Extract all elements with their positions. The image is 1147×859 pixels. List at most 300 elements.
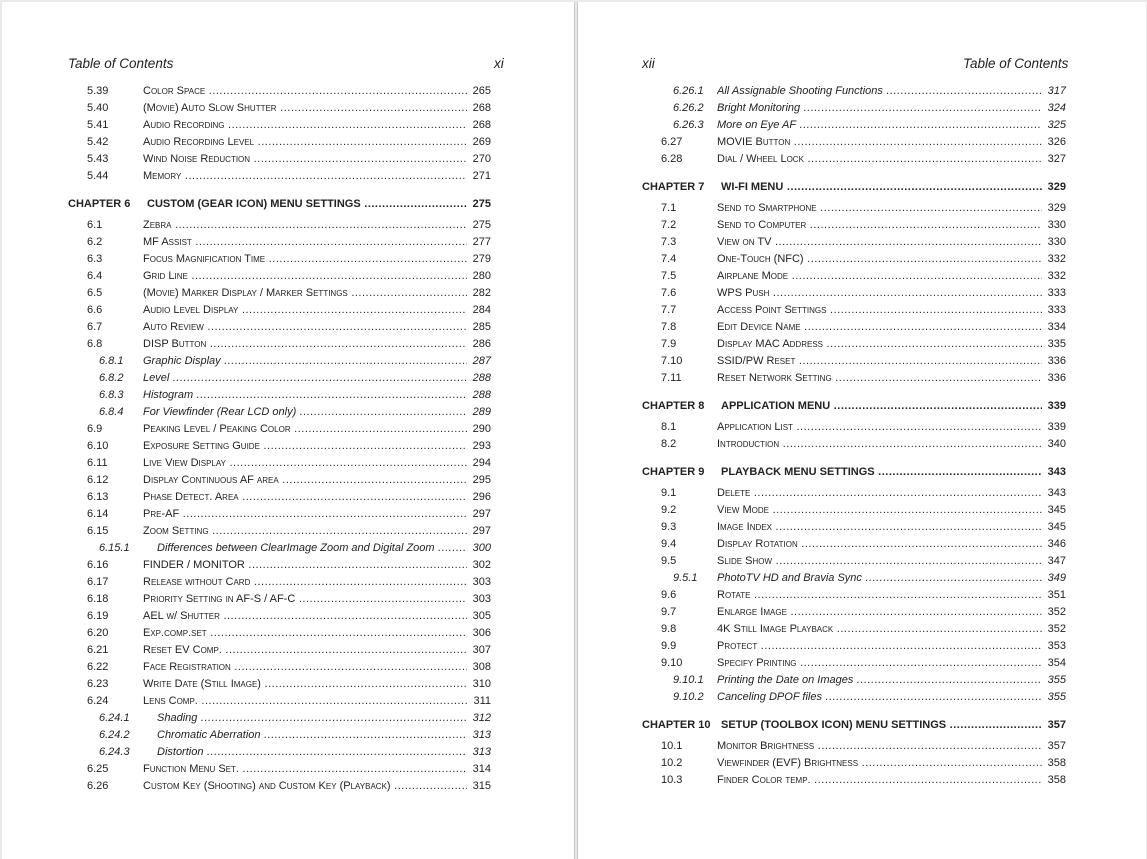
toc-entry-page-number: 288 xyxy=(467,370,491,387)
toc-entry-title-text: Exp.comp.set xyxy=(143,627,207,639)
toc-entry-title xyxy=(143,574,467,591)
toc-entry-number: 7.11 xyxy=(661,372,682,384)
toc-entry-title xyxy=(157,727,467,744)
toc-entry-page-number: 300 xyxy=(467,540,491,557)
toc-entry[interactable] xyxy=(642,553,1066,570)
toc-entry-title xyxy=(143,489,467,506)
toc-entry-title-text: Zoom Setting xyxy=(143,525,209,537)
toc-entry-page-number: 325 xyxy=(1042,117,1066,134)
toc-entry-number: 6.24.2 xyxy=(99,729,130,741)
toc-entry-title xyxy=(717,419,1042,436)
toc-entry-page-number: 315 xyxy=(467,778,491,795)
toc-entry-page-number: 339 xyxy=(1042,419,1066,436)
toc-entry-page-number: 334 xyxy=(1042,319,1066,336)
toc-entry-title-text: Rotate xyxy=(717,589,751,601)
toc-entry-title-text: Color Space xyxy=(143,85,206,97)
toc-entry[interactable] xyxy=(642,755,1066,772)
toc-entry-title-text: Function Menu Set. xyxy=(143,763,239,775)
toc-entry-title-text: More on Eye AF xyxy=(717,119,797,131)
toc-entry-number: 9.9 xyxy=(661,640,677,652)
toc-entry[interactable] xyxy=(68,370,491,387)
toc-entry[interactable] xyxy=(642,319,1066,336)
toc-entry-number: 6.14 xyxy=(87,508,109,520)
toc-entry-page-number: 303 xyxy=(467,591,491,608)
toc-entry-page-number: 326 xyxy=(1042,134,1066,151)
toc-entry[interactable] xyxy=(68,472,491,489)
toc-entry-page-number: 303 xyxy=(467,574,491,591)
toc-entry[interactable] xyxy=(68,319,491,336)
toc-entry[interactable] xyxy=(68,557,491,574)
toc-entry-title xyxy=(717,302,1042,319)
toc-entry-title xyxy=(717,436,1042,453)
toc-entry-title xyxy=(143,370,467,387)
toc-entry-title xyxy=(721,174,1042,200)
toc-entry-title-text: Zebra xyxy=(143,219,172,231)
toc-entry-title xyxy=(143,557,467,574)
toc-entry[interactable] xyxy=(642,151,1066,168)
toc-entry-number: 6.26 xyxy=(87,780,109,792)
toc-entry-title-text: Phase Detect. Area xyxy=(143,491,239,503)
toc-entry-title-text: Application List xyxy=(717,421,793,433)
toc-entry[interactable] xyxy=(68,387,491,404)
toc-entry-page-number: 357 xyxy=(1042,738,1066,755)
toc-entry[interactable] xyxy=(68,727,491,744)
toc-entry-number: 7.6 xyxy=(661,287,677,299)
toc-entry-title xyxy=(143,83,467,100)
toc-entry-title-text: Delete xyxy=(717,487,751,499)
toc-entry-title xyxy=(717,772,1042,789)
toc-entry-title-text: Histogram xyxy=(143,389,194,401)
toc-entry-page-number: 343 xyxy=(1042,485,1066,502)
toc-entry-number: 9.3 xyxy=(661,521,677,533)
toc-chapter-entry[interactable] xyxy=(68,191,491,217)
toc-entry-title-text: Edit Device Name xyxy=(717,321,801,333)
right-header-title: Table of Contents xyxy=(963,56,1069,71)
toc-entry-number: 7.10 xyxy=(661,355,683,367)
toc-entry-title-text: Face Registration xyxy=(143,661,231,673)
toc-entry-number: 6.1 xyxy=(87,219,103,231)
toc-entry[interactable] xyxy=(68,268,491,285)
toc-entry-page-number: 339 xyxy=(1042,393,1066,419)
toc-entry-title-text: Custom Key (Shooting) and Custom Key (Playback) xyxy=(143,780,391,792)
toc-entry-title-text: Enlarge Image xyxy=(717,606,787,618)
toc-entry-title xyxy=(717,234,1042,251)
toc-entry-title-text: Slide Show xyxy=(717,555,773,567)
toc-entry[interactable] xyxy=(68,506,491,523)
toc-entry-number: 6.25 xyxy=(87,763,109,775)
toc-entry-title xyxy=(143,455,467,472)
toc-entry-page-number: 345 xyxy=(1042,519,1066,536)
toc-entry-page-number: 333 xyxy=(1042,285,1066,302)
toc-entry-title xyxy=(717,100,1042,117)
toc-entry-page-number: 306 xyxy=(467,625,491,642)
toc-entry-title-text: Finder Color temp. xyxy=(717,774,811,786)
toc-entry[interactable] xyxy=(68,693,491,710)
toc-entry-number: 9.7 xyxy=(661,606,677,618)
toc-entry-page-number: 311 xyxy=(467,693,491,710)
toc-entry-title-text: Audio Level Display xyxy=(143,304,239,316)
toc-entry-title-text: (Movie) Marker Display / Marker Settings xyxy=(143,287,348,299)
toc-entry[interactable] xyxy=(68,591,491,608)
toc-entry-title xyxy=(717,755,1042,772)
toc-entry-number: CHAPTER 7 xyxy=(642,181,705,193)
toc-entry-number: 6.24.1 xyxy=(99,712,130,724)
toc-entry[interactable] xyxy=(642,234,1066,251)
toc-entry[interactable] xyxy=(642,134,1066,151)
toc-entry-title-text: SSID/PW Reset xyxy=(717,355,796,367)
toc-entry-number: 6.24.3 xyxy=(99,746,130,758)
toc-entry-title xyxy=(157,744,467,761)
toc-entry[interactable] xyxy=(68,404,491,421)
toc-entry[interactable] xyxy=(68,540,491,557)
right-toc-list xyxy=(642,83,1066,789)
toc-entry-page-number: 305 xyxy=(467,608,491,625)
right-page xyxy=(577,2,1146,859)
toc-entry-title-text: Introduction xyxy=(717,438,780,450)
toc-entry-title xyxy=(143,151,467,168)
toc-entry-title xyxy=(143,285,467,302)
toc-entry-title xyxy=(143,761,467,778)
toc-entry-title-text: Differences between ClearImage Zoom and Digital Zoom xyxy=(157,542,435,554)
toc-entry-title xyxy=(143,117,467,134)
toc-entry[interactable] xyxy=(642,485,1066,502)
toc-entry-title-text: MF Assist xyxy=(143,236,192,248)
toc-entry[interactable] xyxy=(642,353,1066,370)
toc-entry-title xyxy=(143,778,467,795)
toc-entry-number: 6.26.2 xyxy=(673,102,704,114)
toc-chapter-entry[interactable] xyxy=(642,459,1066,485)
toc-entry-title xyxy=(717,319,1042,336)
toc-entry[interactable] xyxy=(68,642,491,659)
toc-entry[interactable] xyxy=(68,421,491,438)
toc-chapter-entry[interactable] xyxy=(642,174,1066,200)
toc-entry[interactable] xyxy=(68,353,491,370)
toc-entry-number: CHAPTER 6 xyxy=(68,198,131,210)
toc-entry[interactable] xyxy=(642,370,1066,387)
toc-entry-title-text: Release without Card xyxy=(143,576,251,588)
toc-entry-title xyxy=(717,570,1042,587)
toc-entry-title-text: Airplane Mode xyxy=(717,270,789,282)
toc-entry[interactable] xyxy=(68,523,491,540)
toc-entry-number: 6.3 xyxy=(87,253,103,265)
toc-entry-number: 6.8.1 xyxy=(99,355,124,367)
toc-entry-number: 10.1 xyxy=(661,740,683,752)
toc-entry-title-text: Bright Monitoring xyxy=(717,102,801,114)
toc-entry[interactable] xyxy=(642,285,1066,302)
toc-entry[interactable] xyxy=(642,570,1066,587)
toc-entry-title-text: Audio Recording xyxy=(143,119,225,131)
toc-entry-number: 9.10.1 xyxy=(673,674,704,686)
toc-entry-number: 7.7 xyxy=(661,304,677,316)
toc-entry-title-text: Reset EV Comp. xyxy=(143,644,222,656)
toc-entry-page-number: 275 xyxy=(467,217,491,234)
toc-entry-title-text: AEL w/ Shutter xyxy=(143,610,220,622)
toc-entry[interactable] xyxy=(642,638,1066,655)
toc-entry-number: 9.8 xyxy=(661,623,677,635)
toc-entry[interactable] xyxy=(68,117,491,134)
toc-entry-page-number: 308 xyxy=(467,659,491,676)
toc-entry-page-number: 280 xyxy=(467,268,491,285)
toc-entry-number: 6.8.4 xyxy=(99,406,124,418)
toc-entry-title-text: DISP Button xyxy=(143,338,207,350)
toc-entry-title-text: (Movie) Auto Slow Shutter xyxy=(143,102,277,114)
toc-entry[interactable] xyxy=(642,604,1066,621)
toc-entry-title-text: Send to Smartphone xyxy=(717,202,817,214)
toc-entry-title-text: Wind Noise Reduction xyxy=(143,153,251,165)
toc-entry-page-number: 313 xyxy=(467,744,491,761)
toc-entry[interactable] xyxy=(68,168,491,185)
toc-entry-number: 9.1 xyxy=(661,487,677,499)
toc-entry[interactable] xyxy=(642,436,1066,453)
toc-entry-title xyxy=(717,485,1042,502)
toc-entry-number: 6.13 xyxy=(87,491,109,503)
toc-entry-title-text: 4K Still Image Playback xyxy=(717,623,834,635)
toc-entry-title-text: PhotoTV HD and Bravia Sync xyxy=(717,572,862,584)
toc-entry-title xyxy=(717,621,1042,638)
toc-entry-number: 6.2 xyxy=(87,236,103,248)
toc-entry-title-text: Shading xyxy=(157,712,198,724)
toc-entry[interactable] xyxy=(68,455,491,472)
toc-entry-page-number: 288 xyxy=(467,387,491,404)
toc-entry-number: 6.19 xyxy=(87,610,109,622)
toc-entry-title-text: Canceling DPOF files xyxy=(717,691,822,703)
toc-entry-number: 9.10.2 xyxy=(673,691,704,703)
toc-entry-title xyxy=(721,393,1042,419)
toc-entry-title xyxy=(143,319,467,336)
toc-entry-title xyxy=(143,336,467,353)
toc-entry-page-number: 286 xyxy=(467,336,491,353)
toc-entry-number: 6.27 xyxy=(661,136,683,148)
toc-entry-page-number: 324 xyxy=(1042,100,1066,117)
toc-entry-title xyxy=(143,472,467,489)
toc-entry-number: 6.4 xyxy=(87,270,103,282)
toc-entry-number: 5.40 xyxy=(87,102,109,114)
toc-entry[interactable] xyxy=(68,761,491,778)
toc-entry[interactable] xyxy=(68,438,491,455)
toc-entry-title-text: Peaking Level / Peaking Color xyxy=(143,423,291,435)
toc-entry-page-number: 327 xyxy=(1042,151,1066,168)
toc-entry-title xyxy=(143,676,467,693)
toc-entry[interactable] xyxy=(642,502,1066,519)
toc-entry[interactable] xyxy=(68,83,491,100)
toc-entry[interactable] xyxy=(68,676,491,693)
toc-entry-title xyxy=(143,523,467,540)
toc-entry-title xyxy=(143,404,467,421)
toc-chapter-entry[interactable] xyxy=(642,393,1066,419)
toc-entry[interactable] xyxy=(68,574,491,591)
toc-entry-number: 6.11 xyxy=(87,457,108,469)
toc-entry-page-number: 336 xyxy=(1042,370,1066,387)
toc-entry[interactable] xyxy=(68,100,491,117)
toc-entry-page-number: 336 xyxy=(1042,353,1066,370)
toc-entry[interactable] xyxy=(68,285,491,302)
toc-entry[interactable] xyxy=(68,778,491,795)
left-header-title: Table of Contents xyxy=(68,56,174,71)
toc-entry-number: 5.43 xyxy=(87,153,109,165)
toc-entry-title xyxy=(717,604,1042,621)
toc-entry-page-number: 333 xyxy=(1042,302,1066,319)
toc-entry-title-text: Protect xyxy=(717,640,758,652)
toc-entry-title-text: Reset Network Setting xyxy=(717,372,832,384)
toc-entry-title-text: Display Rotation xyxy=(717,538,798,550)
toc-entry[interactable] xyxy=(642,336,1066,353)
toc-entry[interactable] xyxy=(642,302,1066,319)
toc-entry-title xyxy=(143,168,467,185)
toc-entry[interactable] xyxy=(642,672,1066,689)
toc-entry-number: 9.5.1 xyxy=(673,572,698,584)
toc-entry[interactable] xyxy=(68,302,491,319)
toc-entry[interactable] xyxy=(68,625,491,642)
toc-entry-title xyxy=(717,134,1042,151)
toc-entry-number: 6.10 xyxy=(87,440,109,452)
toc-entry-title xyxy=(143,608,467,625)
toc-entry-title-text: Specify Printing xyxy=(717,657,797,669)
toc-entry-number: 5.42 xyxy=(87,136,109,148)
toc-entry-title-text: Display MAC Address xyxy=(717,338,823,350)
toc-entry-page-number: 358 xyxy=(1042,772,1066,789)
toc-entry-number: 5.41 xyxy=(87,119,109,131)
toc-entry-title-text: PLAYBACK MENU SETTINGS xyxy=(721,466,875,478)
toc-entry-number: 6.23 xyxy=(87,678,109,690)
toc-entry-number: 7.2 xyxy=(661,219,677,231)
toc-entry[interactable] xyxy=(642,419,1066,436)
toc-entry-title-text: For Viewfinder (Rear LCD only) xyxy=(143,406,297,418)
toc-entry[interactable] xyxy=(642,217,1066,234)
toc-entry[interactable] xyxy=(642,200,1066,217)
toc-entry-title-text: Viewfinder (EVF) Brightness xyxy=(717,757,859,769)
toc-entry-title-text: Dial / Wheel Lock xyxy=(717,153,804,165)
toc-entry[interactable] xyxy=(642,655,1066,672)
toc-entry[interactable] xyxy=(642,519,1066,536)
toc-entry-title xyxy=(147,191,467,217)
toc-entry-title xyxy=(157,710,467,727)
toc-entry-title-text: Live View Display xyxy=(143,457,226,469)
toc-entry-title xyxy=(143,642,467,659)
toc-entry-page-number: 346 xyxy=(1042,536,1066,553)
toc-entry-title xyxy=(717,200,1042,217)
toc-entry[interactable] xyxy=(642,621,1066,638)
toc-entry[interactable] xyxy=(642,268,1066,285)
toc-entry-number: 9.2 xyxy=(661,504,677,516)
toc-entry[interactable] xyxy=(68,608,491,625)
toc-entry[interactable] xyxy=(642,83,1066,100)
toc-entry-number: 9.5 xyxy=(661,555,677,567)
toc-entry-number: 6.17 xyxy=(87,576,109,588)
toc-entry-page-number: 312 xyxy=(467,710,491,727)
toc-entry-title xyxy=(717,370,1042,387)
toc-entry-title-text: Level xyxy=(143,372,170,384)
toc-entry-page-number: 329 xyxy=(1042,174,1066,200)
toc-entry[interactable] xyxy=(642,689,1066,706)
toc-entry-number: 7.8 xyxy=(661,321,677,333)
toc-entry-page-number: 329 xyxy=(1042,200,1066,217)
toc-entry[interactable] xyxy=(642,587,1066,604)
toc-entry-title-text: View Mode xyxy=(717,504,770,516)
toc-entry-page-number: 354 xyxy=(1042,655,1066,672)
toc-entry-page-number: 332 xyxy=(1042,251,1066,268)
toc-entry[interactable] xyxy=(642,738,1066,755)
toc-entry-title xyxy=(143,438,467,455)
toc-entry-title-text: SETUP (TOOLBOX ICON) MENU SETTINGS xyxy=(721,719,947,731)
toc-entry-title xyxy=(143,591,467,608)
toc-entry-page-number: 269 xyxy=(467,134,491,151)
toc-entry-number: 6.22 xyxy=(87,661,109,673)
toc-entry-page-number: 317 xyxy=(1042,83,1066,100)
toc-entry-title-text: Image Index xyxy=(717,521,772,533)
toc-entry-page-number: 275 xyxy=(467,191,491,217)
toc-entry-title-text: Monitor Brightness xyxy=(717,740,815,752)
toc-entry-number: 6.6 xyxy=(87,304,103,316)
left-toc-list xyxy=(68,83,491,795)
toc-entry-number: 10.2 xyxy=(661,757,683,769)
toc-entry[interactable] xyxy=(642,251,1066,268)
toc-entry-title-text: CUSTOM (GEAR ICON) MENU SETTINGS xyxy=(147,198,361,210)
toc-entry[interactable] xyxy=(642,117,1066,134)
right-header-page-number: xii xyxy=(642,56,655,71)
toc-entry-title-text: Focus Magnification Time xyxy=(143,253,266,265)
toc-entry-title xyxy=(717,689,1042,706)
toc-entry-title xyxy=(717,285,1042,302)
toc-entry-title xyxy=(717,536,1042,553)
toc-entry-title xyxy=(143,234,467,251)
toc-entry-title-text: Pre-AF xyxy=(143,508,180,520)
toc-entry[interactable] xyxy=(68,744,491,761)
toc-entry-title xyxy=(717,151,1042,168)
toc-entry-title-text: APPLICATION MENU xyxy=(721,400,831,412)
toc-entry[interactable] xyxy=(68,251,491,268)
toc-entry-number: 8.1 xyxy=(661,421,677,433)
toc-entry-title xyxy=(717,217,1042,234)
toc-entry[interactable] xyxy=(68,217,491,234)
toc-entry-page-number: 353 xyxy=(1042,638,1066,655)
toc-entry-page-number: 332 xyxy=(1042,268,1066,285)
toc-entry[interactable] xyxy=(68,151,491,168)
toc-entry-title-text: Distortion xyxy=(157,746,204,758)
toc-entry[interactable] xyxy=(68,336,491,353)
toc-entry-title-text: All Assignable Shooting Functions xyxy=(717,85,883,97)
toc-entry-page-number: 302 xyxy=(467,557,491,574)
toc-entry[interactable] xyxy=(68,234,491,251)
toc-entry-page-number: 340 xyxy=(1042,436,1066,453)
toc-entry[interactable] xyxy=(642,772,1066,789)
toc-entry[interactable] xyxy=(68,134,491,151)
toc-entry-page-number: 307 xyxy=(467,642,491,659)
toc-entry[interactable] xyxy=(642,100,1066,117)
toc-entry-page-number: 290 xyxy=(467,421,491,438)
toc-entry-number: 6.20 xyxy=(87,627,109,639)
toc-entry-number: CHAPTER 9 xyxy=(642,466,705,478)
toc-entry-page-number: 347 xyxy=(1042,553,1066,570)
toc-entry-number: 6.21 xyxy=(87,644,109,656)
toc-entry-title xyxy=(717,738,1042,755)
toc-entry-page-number: 297 xyxy=(467,506,491,523)
toc-entry[interactable] xyxy=(68,710,491,727)
toc-entry-title-text: Audio Recording Level xyxy=(143,136,255,148)
toc-entry-title xyxy=(717,117,1042,134)
toc-entry-title xyxy=(143,625,467,642)
toc-entry[interactable] xyxy=(642,536,1066,553)
toc-entry-title-text: Write Date (Still Image) xyxy=(143,678,261,690)
toc-entry-title xyxy=(717,553,1042,570)
toc-entry-title xyxy=(717,672,1042,689)
toc-entry-page-number: 271 xyxy=(467,168,491,185)
toc-chapter-entry[interactable] xyxy=(642,712,1066,738)
toc-entry-number: 6.26.3 xyxy=(673,119,704,131)
left-page xyxy=(2,2,575,859)
toc-entry-title xyxy=(143,387,467,404)
toc-entry[interactable] xyxy=(68,489,491,506)
toc-entry[interactable] xyxy=(68,659,491,676)
